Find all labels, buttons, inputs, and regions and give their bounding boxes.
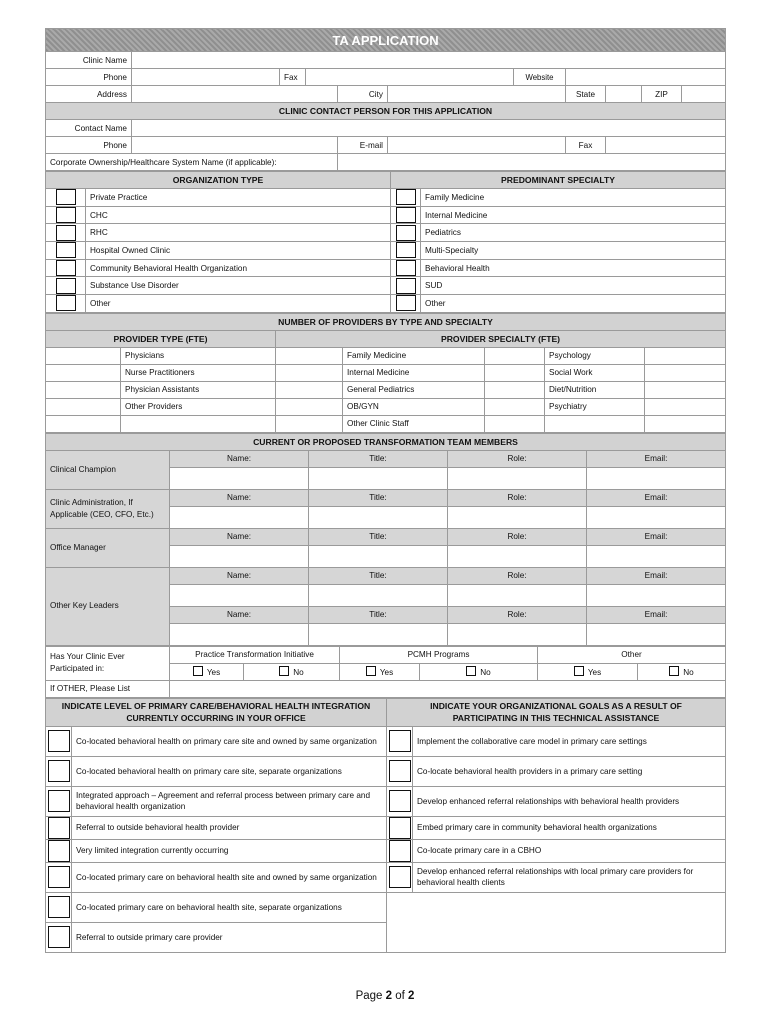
goal-option: Implement the collaborative care model in primary care settings [413,726,726,756]
specialty-col2-fte-field[interactable] [645,398,726,415]
specialty-col1-fte-field[interactable] [485,381,545,398]
team-name-field[interactable] [170,584,309,606]
specialty-col1-fte-field[interactable] [485,415,545,432]
clinic-city-field[interactable] [388,86,566,103]
goal-option: Co-locate behavioral health providers in a primary care setting [413,756,726,786]
provider-type-label: Other Providers [121,398,276,415]
team-name-field[interactable] [170,623,309,645]
integration-option: Referral to outside primary care provider [72,922,387,952]
if-other-label: If OTHER, Please List [46,680,170,697]
yes-label: Yes [206,668,221,678]
checkbox-icon[interactable] [669,666,679,676]
yes-label: Yes [587,668,602,678]
goal-option: Embed primary care in community behavioral health organizations [413,816,726,839]
clinic-website-label: Website [514,69,566,86]
org-type-label: RHC [86,224,391,242]
contact-fax-label: Fax [566,137,606,154]
team-role-label: Role: [448,567,587,584]
specialty-col1-fte-field[interactable] [485,364,545,381]
specialty-col1-label: Family Medicine [343,347,485,364]
provider-specialty-header: PROVIDER SPECIALTY (FTE) [276,330,726,347]
checkbox-icon[interactable] [48,730,70,752]
checkbox-icon[interactable] [48,866,70,888]
goal-checkbox[interactable] [387,786,413,816]
team-section-header: CURRENT OR PROPOSED TRANSFORMATION TEAM MEMBERS [46,433,726,450]
specialty-col2-fte-field[interactable] [645,381,726,398]
if-other-field[interactable] [170,680,726,697]
org-type-checkbox[interactable] [46,189,86,207]
checkbox-icon[interactable] [396,278,416,294]
team-name-field[interactable] [170,545,309,567]
clinic-name-field[interactable] [132,52,726,69]
team-role-field[interactable] [448,545,587,567]
contact-email-label: E-mail [338,137,388,154]
org-type-label: Substance Use Disorder [86,277,391,295]
org-type-checkbox[interactable] [46,277,86,295]
checkbox-icon[interactable] [574,666,584,676]
checkbox-icon[interactable] [48,817,70,839]
specialty-label: SUD [421,277,726,295]
specialty-col1-fte-field[interactable] [485,347,545,364]
checkbox-icon[interactable] [396,207,416,223]
contact-phone-field[interactable] [132,137,338,154]
checkbox-icon[interactable] [466,666,476,676]
specialty-checkbox[interactable] [391,277,421,295]
specialty-label: Multi-Specialty [421,242,726,260]
corporate-ownership-field[interactable] [338,154,726,171]
footer-page: 2 [385,990,393,1002]
team-email-label: Email: [587,489,726,506]
footer-of: of [392,990,409,1002]
team-email-field[interactable] [587,467,726,489]
integration-option: Co-located behavioral health on primary care site, separate organizations [72,756,387,786]
integration-option: Referral to outside behavioral health provider [72,816,387,839]
checkbox-icon[interactable] [279,666,289,676]
goal-checkbox[interactable] [387,862,413,892]
integration-checkbox[interactable] [46,892,72,922]
org-type-label: Other [86,295,391,313]
team-role-label: Role: [448,606,587,623]
checkbox-icon[interactable] [56,295,76,311]
clinic-state-label: State [566,86,606,103]
integration-checkbox[interactable] [46,922,72,952]
team-role-label: Role: [448,450,587,467]
pcmh-yes[interactable] [340,663,420,680]
checkbox-icon[interactable] [48,926,70,948]
clinic-info-table [45,28,726,171]
goals-header: INDICATE YOUR ORGANIZATIONAL GOALS AS A RESULT OF PARTICIPATING IN THIS TECHNICAL ASSISTANCE [387,698,726,726]
team-role-label: Other Key Leaders [46,567,170,645]
goal-checkbox[interactable] [387,839,413,862]
contact-email-field[interactable] [388,137,566,154]
application-form [45,28,725,953]
contact-section-header: CLINIC CONTACT PERSON FOR THIS APPLICATION [46,103,726,120]
org-type-header: ORGANIZATION TYPE [46,172,391,189]
checkbox-icon[interactable] [389,817,411,839]
goal-option: Develop enhanced referral relationships with behavioral health providers [413,786,726,816]
provider-type-spacer [46,347,121,364]
specialty-col2-label: Social Work [545,364,645,381]
team-email-field[interactable] [587,506,726,528]
participation-table [45,646,726,698]
team-title-label: Title: [309,606,448,623]
team-role-label: Role: [448,489,587,506]
team-role-field[interactable] [448,506,587,528]
team-title-label: Title: [309,567,448,584]
checkbox-icon[interactable] [396,242,416,258]
checkbox-icon[interactable] [48,840,70,862]
clinic-fax-field[interactable] [306,69,514,86]
clinic-state-field[interactable] [606,86,642,103]
corporate-ownership-label: Corporate Ownership/Healthcare System Name (if applicable): [46,154,338,171]
checkbox-icon[interactable] [48,790,70,812]
team-role-field[interactable] [448,467,587,489]
ptp-label: Practice Transformation Initiative [170,646,340,663]
no-label: No [293,668,304,678]
provider-type-header: PROVIDER TYPE (FTE) [46,330,276,347]
integration-option: Very limited integration currently occurring [72,839,387,862]
footer-total: 2 [408,990,415,1002]
team-role-label: Clinic Administration, If Applicable (CEO, CFO, Etc.) [46,489,170,528]
checkbox-icon[interactable] [389,840,411,862]
specialty-label: Other [421,295,726,313]
checkbox-icon[interactable] [48,896,70,918]
integration-header: INDICATE LEVEL OF PRIMARY CARE/BEHAVIORAL HEALTH INTEGRATION CURRENTLY OCCURRING IN YOUR OFFICE [46,698,387,726]
integration-checkbox[interactable] [46,756,72,786]
clinic-zip-field[interactable] [682,86,726,103]
team-email-label: Email: [587,606,726,623]
specialty-col2-fte-field[interactable] [645,364,726,381]
clinic-zip-label: ZIP [642,86,682,103]
team-title-label: Title: [309,528,448,545]
team-name-label: Name: [170,528,309,545]
pcmh-no[interactable] [420,663,538,680]
org-type-label: Community Behavioral Health Organization [86,259,391,277]
specialty-checkbox[interactable] [391,259,421,277]
provider-type-label: Physician Assistants [121,381,276,398]
org-specialty-table [45,171,726,313]
provider-type-spacer [46,415,121,432]
provider-type-fte-field[interactable] [276,398,343,415]
clinic-website-field[interactable] [566,69,726,86]
integration-goals-table [45,698,726,953]
team-email-label: Email: [587,450,726,467]
ptp-no[interactable] [244,663,340,680]
team-table [45,433,726,646]
specialty-col1-fte-field[interactable] [485,398,545,415]
clinic-fax-label: Fax [280,69,306,86]
team-email-label: Email: [587,567,726,584]
clinic-address-field[interactable] [132,86,338,103]
integration-checkbox[interactable] [46,726,72,756]
checkbox-icon[interactable] [56,225,76,241]
integration-checkbox[interactable] [46,839,72,862]
org-type-checkbox[interactable] [46,206,86,224]
org-type-label: Private Practice [86,189,391,207]
team-title-field[interactable] [309,623,448,645]
specialty-checkbox[interactable] [391,189,421,207]
specialty-col2-label: Psychiatry [545,398,645,415]
team-role-label: Role: [448,528,587,545]
specialty-col2-fte-field[interactable] [645,347,726,364]
providers-section-header: NUMBER OF PROVIDERS BY TYPE AND SPECIALTY [46,313,726,330]
provider-type-fte-field[interactable] [276,347,343,364]
provider-type-spacer [46,364,121,381]
other-yes[interactable] [538,663,638,680]
team-name-label: Name: [170,489,309,506]
clinic-city-label: City [338,86,388,103]
provider-type-fte-field[interactable] [276,364,343,381]
team-email-label: Email: [587,528,726,545]
specialty-col1-label: Other Clinic Staff [343,415,485,432]
team-email-field[interactable] [587,623,726,645]
ptp-yes[interactable] [170,663,244,680]
checkbox-icon[interactable] [389,730,411,752]
team-title-field[interactable] [309,467,448,489]
specialty-col2-fte-field[interactable] [645,415,726,432]
checkbox-icon[interactable] [193,666,203,676]
contact-fax-field[interactable] [606,137,726,154]
specialty-col2-label: Diet/Nutrition [545,381,645,398]
goal-checkbox[interactable] [387,756,413,786]
clinic-address-label: Address [46,86,132,103]
checkbox-icon[interactable] [389,760,411,782]
yes-label: Yes [379,668,394,678]
team-title-label: Title: [309,489,448,506]
provider-type-label: Nurse Practitioners [121,364,276,381]
checkbox-icon[interactable] [48,760,70,782]
specialty-col2-empty [545,415,645,432]
integration-option: Co-located primary care on behavioral health site and owned by same organization [72,862,387,892]
specialty-col1-label: General Pediatrics [343,381,485,398]
checkbox-icon[interactable] [396,260,416,276]
provider-type-spacer [46,381,121,398]
clinic-phone-label: Phone [46,69,132,86]
specialty-label: Pediatrics [421,224,726,242]
team-role-label: Clinical Champion [46,450,170,489]
specialty-label: Internal Medicine [421,206,726,224]
participation-question: Has Your Clinic Ever Participated in: [46,646,170,680]
specialty-col1-label: Internal Medicine [343,364,485,381]
contact-phone-label: Phone [46,137,132,154]
team-name-field[interactable] [170,467,309,489]
team-title-field[interactable] [309,545,448,567]
checkbox-icon[interactable] [389,866,411,888]
page-footer [0,990,770,1002]
team-name-label: Name: [170,567,309,584]
checkbox-icon[interactable] [396,225,416,241]
integration-option: Co-located behavioral health on primary care site and owned by same organization [72,726,387,756]
specialty-col1-label: OB/GYN [343,398,485,415]
team-role-field[interactable] [448,623,587,645]
team-name-label: Name: [170,450,309,467]
team-email-field[interactable] [587,584,726,606]
team-title-field[interactable] [309,584,448,606]
specialty-label: Family Medicine [421,189,726,207]
no-label: No [480,668,491,678]
team-name-label: Name: [170,606,309,623]
org-type-label: CHC [86,206,391,224]
checkbox-icon[interactable] [56,260,76,276]
goals-empty-cell [387,892,726,952]
checkbox-icon[interactable] [396,189,416,205]
footer-prefix: Page [355,990,386,1002]
specialty-checkbox[interactable] [391,224,421,242]
provider-type-empty [121,415,276,432]
checkbox-icon[interactable] [56,207,76,223]
goal-option: Co-locate primary care in a CBHO [413,839,726,862]
checkbox-icon[interactable] [56,278,76,294]
goal-checkbox[interactable] [387,816,413,839]
provider-type-spacer [46,398,121,415]
team-title-field[interactable] [309,506,448,528]
goal-checkbox[interactable] [387,726,413,756]
page-title: TA APPLICATION [46,29,726,52]
checkbox-icon[interactable] [56,189,76,205]
clinic-name-label: Clinic Name [46,52,132,69]
specialty-checkbox[interactable] [391,242,421,260]
team-name-field[interactable] [170,506,309,528]
specialty-label: Behavioral Health [421,259,726,277]
no-label: No [683,668,694,678]
goal-option: Develop enhanced referral relationships with local primary care providers for behavioral health clients [413,862,726,892]
provider-type-label: Physicians [121,347,276,364]
provider-type-fte-field[interactable] [276,415,343,432]
contact-name-label: Contact Name [46,120,132,137]
integration-checkbox[interactable] [46,816,72,839]
checkbox-icon[interactable] [56,242,76,258]
specialty-checkbox[interactable] [391,295,421,313]
specialty-col2-label: Psychology [545,347,645,364]
pcmh-label: PCMH Programs [340,646,538,663]
org-type-checkbox[interactable] [46,259,86,277]
integration-option: Co-located primary care on behavioral health site, separate organizations [72,892,387,922]
integration-option: Integrated approach – Agreement and referral process between primary care and behavioral health organization [72,786,387,816]
checkbox-icon[interactable] [389,790,411,812]
team-role-field[interactable] [448,584,587,606]
integration-checkbox[interactable] [46,862,72,892]
checkbox-icon[interactable] [366,666,376,676]
team-email-field[interactable] [587,545,726,567]
specialty-header: PREDOMINANT SPECIALTY [391,172,726,189]
org-type-label: Hospital Owned Clinic [86,242,391,260]
providers-table [45,313,726,433]
integration-checkbox[interactable] [46,786,72,816]
team-title-label: Title: [309,450,448,467]
org-type-checkbox[interactable] [46,295,86,313]
checkbox-icon[interactable] [396,295,416,311]
contact-name-field[interactable] [132,120,726,137]
org-type-checkbox[interactable] [46,224,86,242]
team-role-label: Office Manager [46,528,170,567]
provider-type-fte-field[interactable] [276,381,343,398]
other-no[interactable] [638,663,726,680]
org-type-checkbox[interactable] [46,242,86,260]
other-program-label: Other [538,646,726,663]
clinic-phone-field[interactable] [132,69,280,86]
specialty-checkbox[interactable] [391,206,421,224]
